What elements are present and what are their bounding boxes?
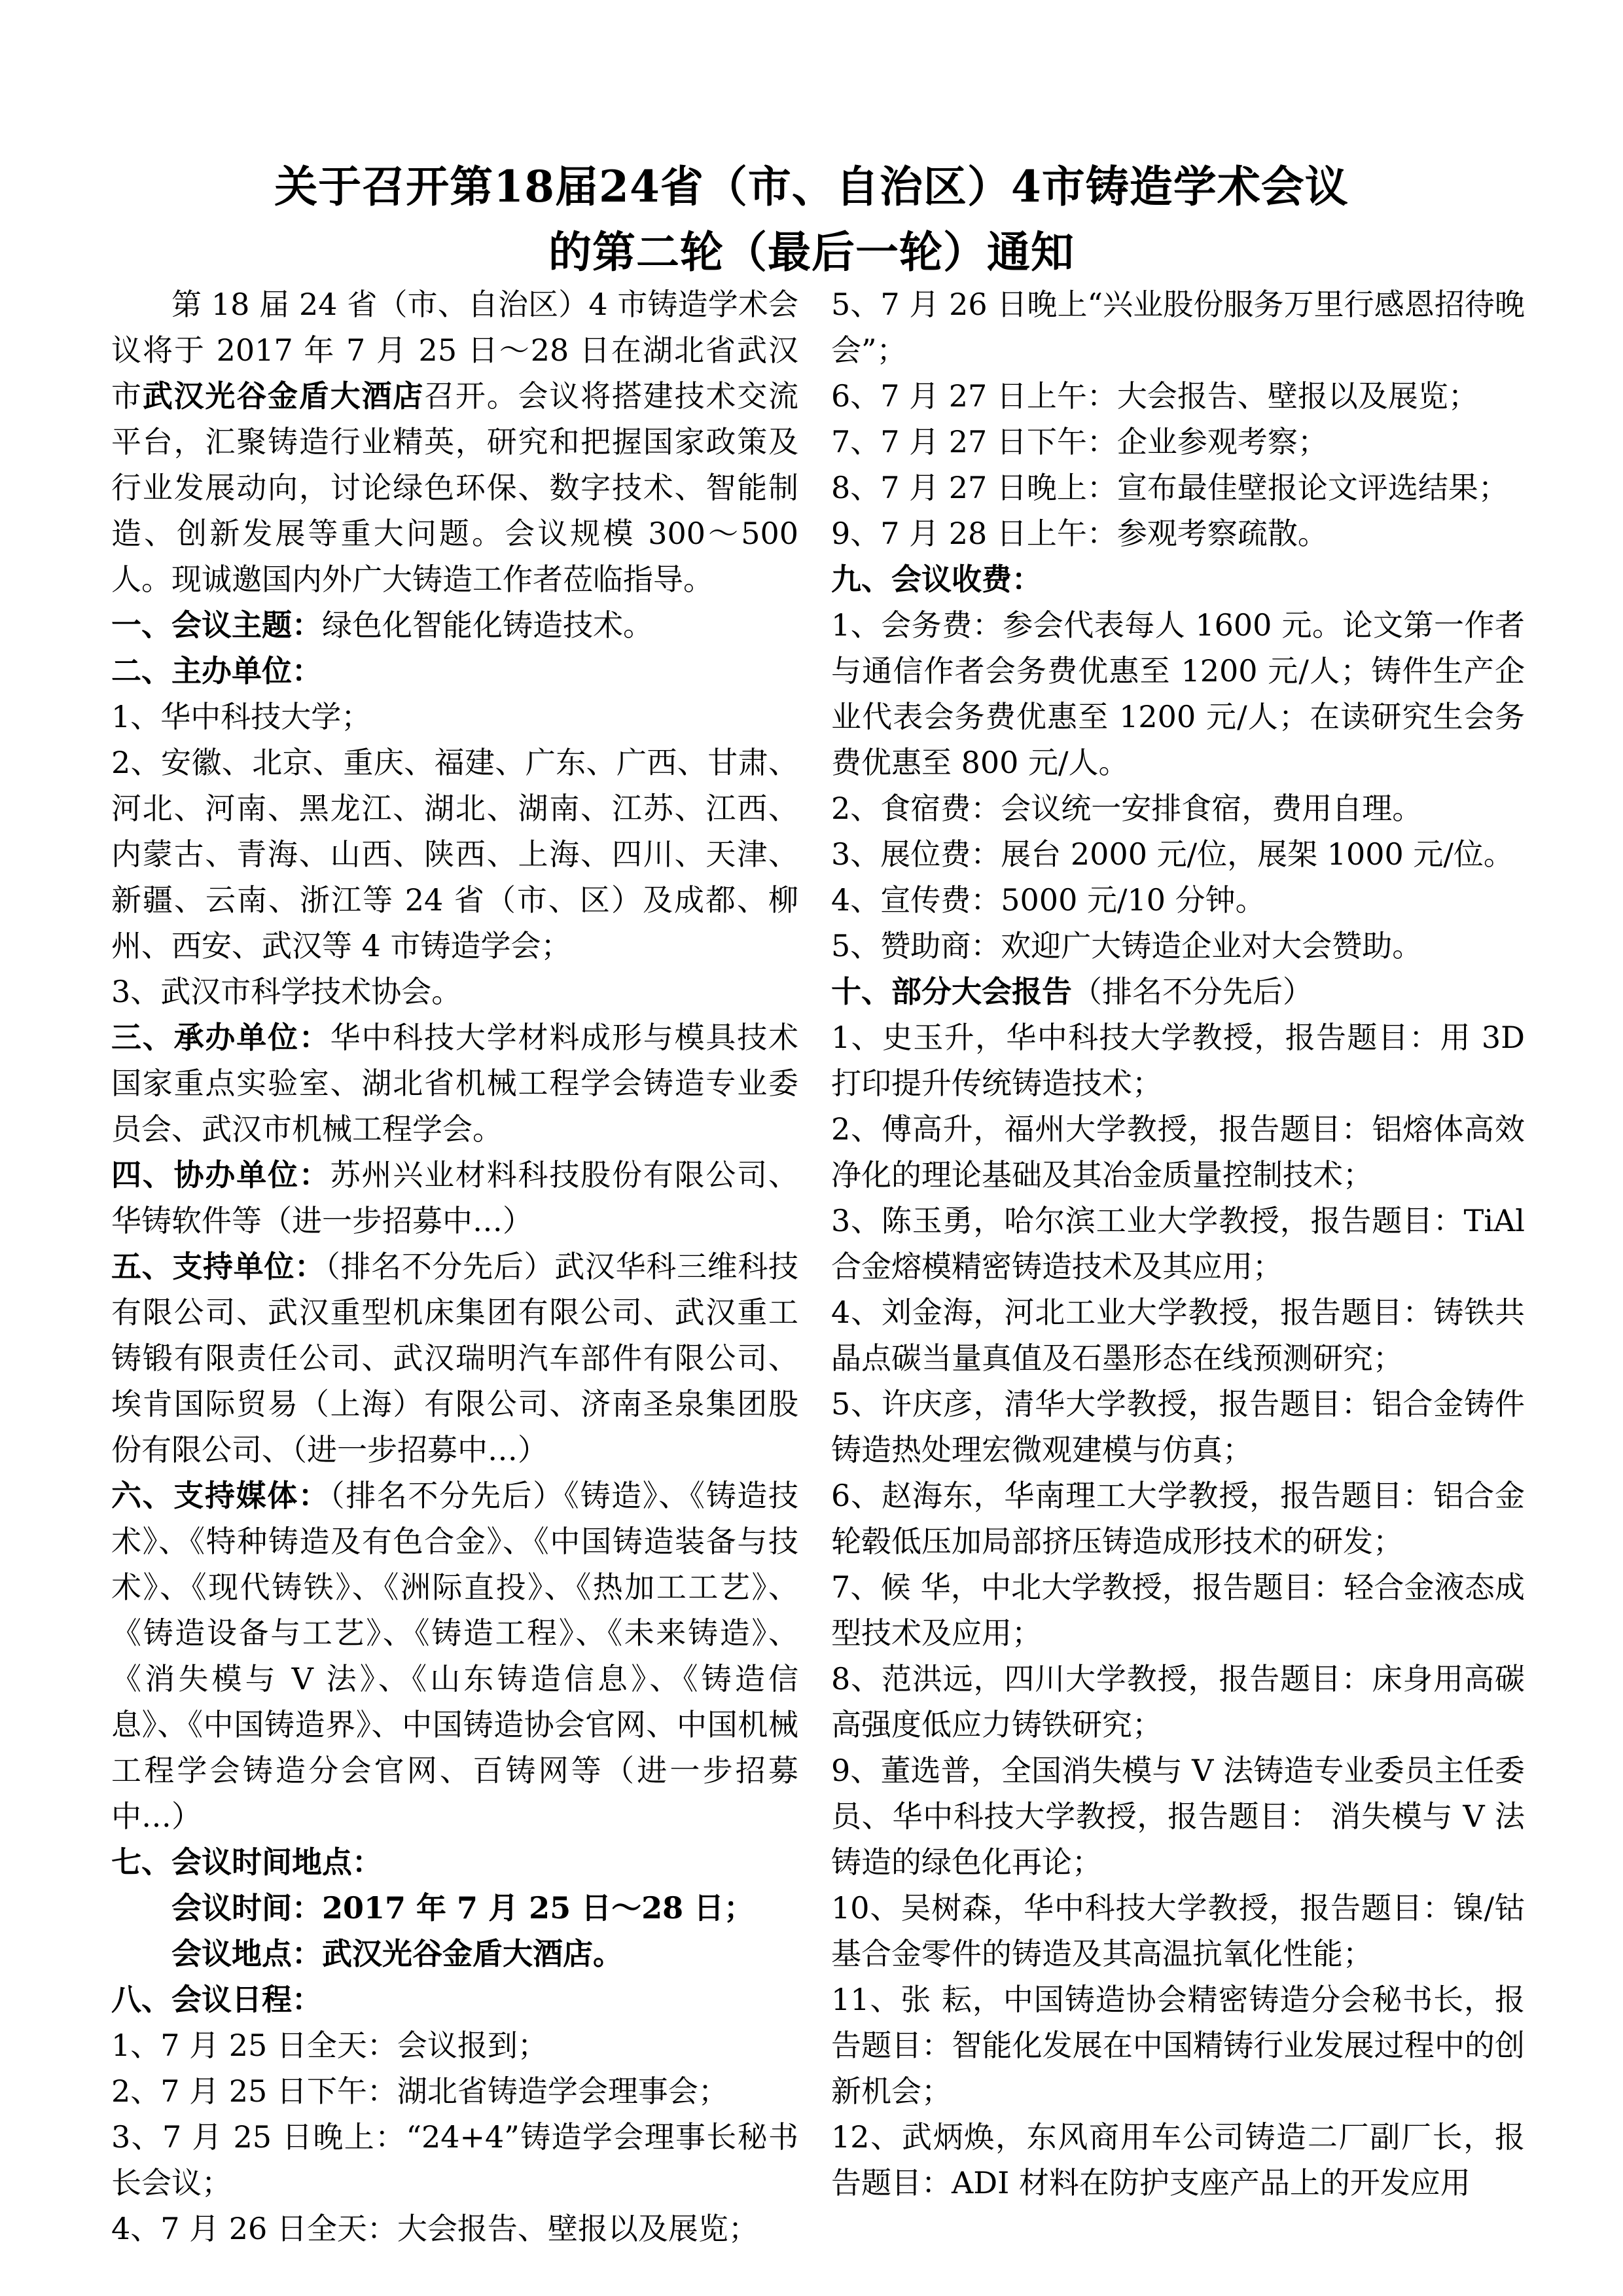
list-item: 12、武炳焕，东风商用车公司铸造二厂副厂长，报告题目：ADI 材料在防护支座产品上的开发应用 [831,2119,1525,2200]
list-item: 5、赞助商：欢迎广大铸造企业对大会赞助。 [831,928,1423,963]
list-item: 1、会务费：参会代表每人 1600 元。论文第一作者与通信作者会务费优惠至 1200 元/人；铸件生产企业代表会务费优惠至 1200 元/人；在读研究生会务费优惠至 800 元/人。 [831,607,1525,780]
section-heading: 二、主办单位： [111,653,322,689]
section-heading: 九、会议收费： [831,562,1042,597]
list-item: 1、华中科技大学； [111,699,372,734]
section-theme [111,602,798,648]
list-item: 3、展位费：展台 2000 元/位，展架 1000 元/位。 [831,836,1514,872]
section-text: （排名不分先后）武汉华科三维科技有限公司、武汉重型机床集团有限公司、武汉重工铸锻有限责任公司、武汉瑞明汽车部件有限公司、埃肯国际贸易（上海）有限公司、济南圣泉集团股份有限公司、（进一步招募中…） [111,1249,799,1467]
section-co-organizer [111,1152,798,1244]
section-reports-heading [831,969,1525,1014]
section-note: （排名不分先后） [1072,974,1313,1009]
intro-paragraph [111,281,798,602]
list-item: 10、吴树森，华中科技大学教授，报告题目：镍/钴基合金零件的铸造及其高温抗氧化性能； [831,1890,1525,1971]
section-supporters [111,1244,798,1473]
list-item: 4、宣传费：5000 元/10 分钟。 [831,882,1266,918]
section-heading: 六、支持媒体： [111,1478,330,1513]
title-line-1: 关于召开第18届24省（市、自治区）4市铸造学术会议 [274,161,1349,212]
list-item: 11、张 耘，中国铸造协会精密铸造分会秘书长，报告题目：智能化发展在中国精铸行业发展过程中的创新机会； [831,1982,1525,2109]
list-item: 7、候 华，中北大学教授，报告题目：轻合金液态成型技术及应用； [831,1570,1525,1651]
list-item: 2、7 月 25 日下午：湖北省铸造学会理事会； [111,2073,728,2109]
list-item: 3、武汉市科学技术协会。 [111,974,462,1009]
intro-venue: 武汉光谷金盾大酒店 [142,378,425,414]
section-text: 绿色化智能化铸造技术。 [322,607,653,643]
title-line-2: 的第二轮（最后一轮）通知 [548,226,1075,278]
list-item: 5、7 月 26 日晚上“兴业股份服务万里行感恩招待晚会”； [831,287,1525,368]
section-heading: 七、会议时间地点： [111,1844,382,1880]
list-item: 1、史玉升，华中科技大学教授，报告题目：用 3D 打印提升传统铸造技术； [831,1020,1525,1101]
left-column [111,281,798,2251]
list-item: 6、赵海东，华南理工大学教授，报告题目：铝合金轮毂低压加局部挤压铸造成形技术的研发； [831,1478,1525,1559]
intro-text-pre: 第 18 届 24 省（市、自治区）4 市铸造学术会议将于 2017 年 7 月 25 日～28 日在湖北省武汉市 [111,287,798,414]
section-heading: 十、部分大会报告 [831,974,1072,1009]
list-item: 2、食宿费：会议统一安排食宿，费用自理。 [831,791,1423,826]
list-item: 8、7 月 27 日晚上：宣布最佳壁报论文评选结果； [831,470,1508,505]
section-heading: 一、会议主题： [111,607,322,643]
section-heading: 五、支持单位： [111,1249,325,1284]
list-item: 9、董选普，全国消失模与 V 法铸造专业委员主任委员、华中科技大学教授，报告题目： 消失模与 V 法铸造的绿色化再论； [831,1753,1525,1880]
document-title [0,154,1623,285]
section-organizer [111,1014,798,1152]
right-column [831,281,1525,2206]
meeting-time: 会议时间：2017 年 7 月 25 日～28 日； [171,1890,755,1926]
list-item: 3、7 月 25 日晚上：“24+4”铸造学会理事长秘书长会议； [111,2119,798,2200]
list-item: 4、刘金海，河北工业大学教授，报告题目：铸铁共晶点碳当量真值及石墨形态在线预测研究； [831,1295,1525,1376]
section-text: 华中科技大学材料成形与模具技术国家重点实验室、湖北省机械工程学会铸造专业委员会、武汉市机械工程学会。 [111,1020,799,1147]
list-item: 4、7 月 26 日全天：大会报告、壁报以及展览； [111,2211,758,2246]
meeting-place: 会议地点：武汉光谷金盾大酒店。 [171,1936,623,1971]
intro-text-post: 召开。会议将搭建技术交流平台，汇聚铸造行业精英，研究和把握国家政策及行业发展动向，讨论绿色环保、数字技术、智能制造、创新发展等重大问题。会议规模 300～500 人。现诚邀国内外广大铸造工作者莅临指导。 [111,378,799,597]
list-item: 5、许庆彦，清华大学教授，报告题目：铝合金铸件铸造热处理宏微观建模与仿真； [831,1386,1525,1467]
section-text: （排名不分先后）《铸造》、《铸造技术》、《特种铸造及有色合金》、《中国铸造装备与技术》、《现代铸铁》、《洲际直投》、《热加工工艺》、《铸造设备与工艺》、《铸造工程》、《未来铸造》、《消失模与 V 法》、《山东铸造信息》、《铸造信息》、《中国铸造界》、中国铸造协会官网、中国机械工程学会铸造分会官网、百铸网等（进一步招募中…） [111,1478,799,1834]
section-text: 苏州兴业材料科技股份有限公司、华铸软件等（进一步招募中…） [111,1157,799,1238]
list-item: 7、7 月 27 日下午：企业参观考察； [831,424,1328,459]
list-item: 8、范洪远，四川大学教授，报告题目：床身用高碳高强度低应力铸铁研究； [831,1661,1525,1742]
section-heading: 三、承办单位： [111,1020,330,1055]
section-heading: 四、协办单位： [111,1157,330,1193]
list-item: 6、7 月 27 日上午：大会报告、壁报以及展览； [831,378,1478,414]
list-item: 2、傅高升，福州大学教授，报告题目：铝熔体高效净化的理论基础及其冶金质量控制技术； [831,1111,1525,1193]
list-item: 2、安徽、北京、重庆、福建、广东、广西、甘肃、河北、河南、黑龙江、湖北、湖南、江苏、江西、内蒙古、青海、山西、陕西、上海、四川、天津、新疆、云南、浙江等 24 省（市、区）及成都、柳州、西安、武汉等 4 市铸造学会； [111,745,798,963]
list-item: 3、陈玉勇，哈尔滨工业大学教授，报告题目：TiAl 合金熔模精密铸造技术及其应用； [831,1203,1525,1284]
list-item: 9、7 月 28 日上午：参观考察疏散。 [831,516,1328,551]
section-media [111,1473,798,1839]
list-item: 1、7 月 25 日全天：会议报到； [111,2028,548,2063]
section-heading: 八、会议日程： [111,1982,322,2017]
